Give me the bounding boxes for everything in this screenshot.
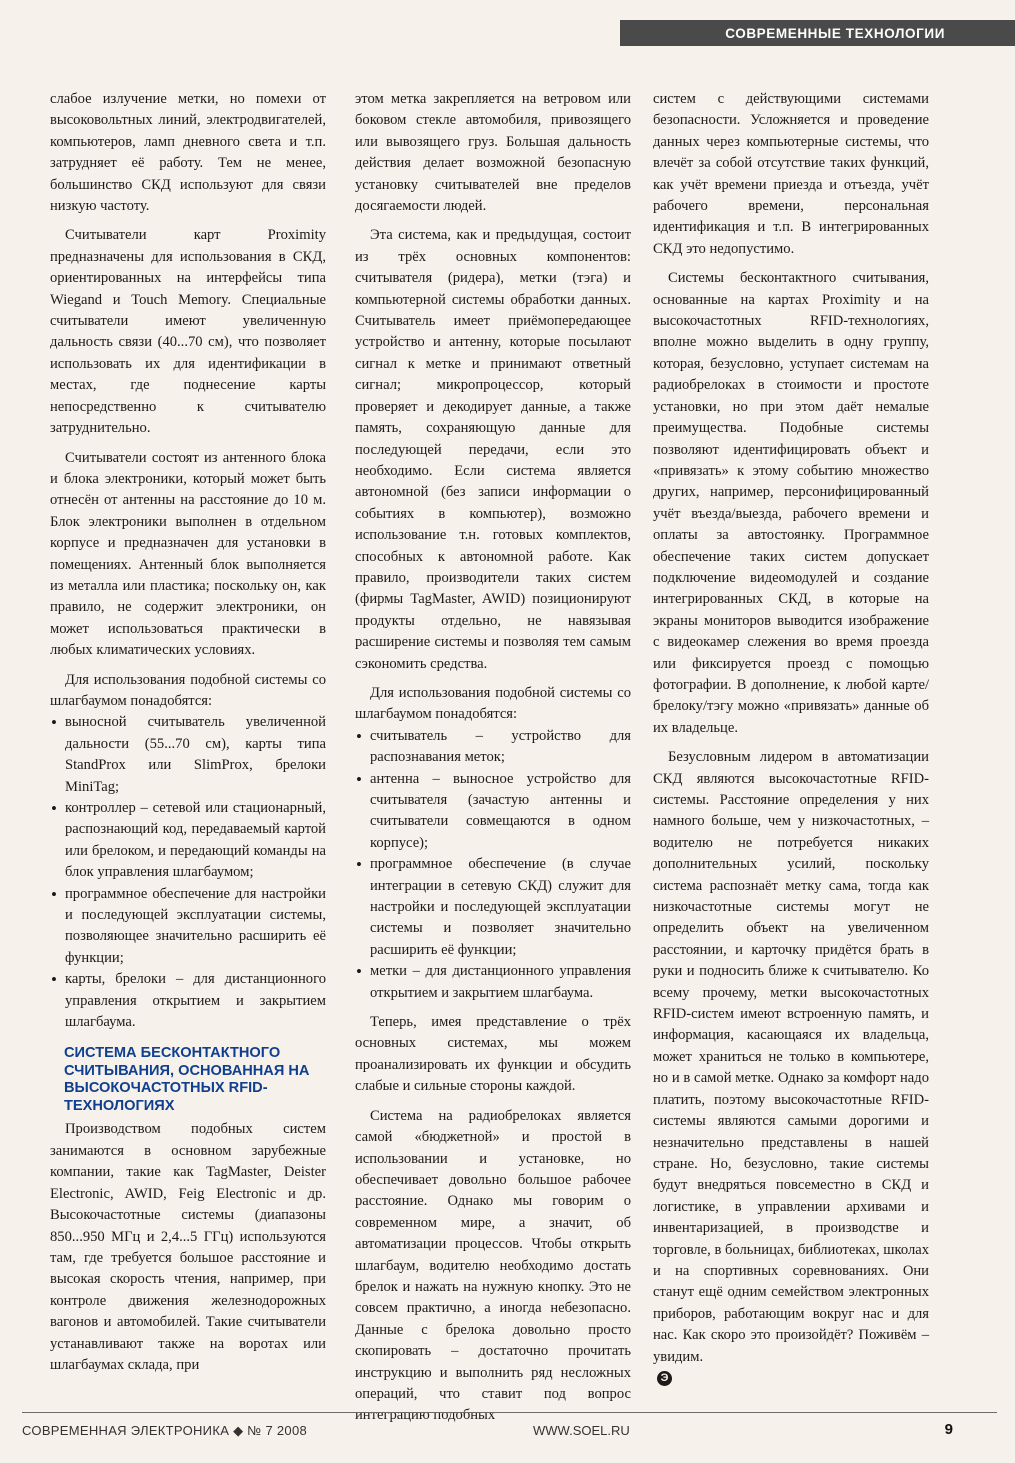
article-column-3 [653,89,929,1389]
section-header-band [620,20,1015,46]
end-of-article-logo-icon: Э [657,1371,672,1386]
paragraph: Система на радиобрелоках является самой «бюджетной» и простой в использовании и установке, но обеспечивает довольно большое рабочее расстояние. Однако мы говорим о современном мире, а значит, об автоматизации процессов. Чтобы открыть шлагбаум, водителю необходимо достать брелок и нажать на нужную кнопку. Это не совсем практично, а иногда небезопасно. Данные с брелока довольно просто скопировать – достаточно прочитать инструкцию и выполнить ряд несложных операций, что ставит под вопрос интеграцию подобных [355,1107,631,1424]
article-column-2 [355,89,631,1427]
paragraph: этом метка закрепляется на ветровом или боковом стекле автомобиля, привозящего или вывозящего груз. Большая дальность действия делает возможной безопасную установку считывателей вне пределов досягаемости людей. [355,91,631,215]
paragraph: Считыватели состоят из антенного блока и блока электроники, который может быть отнесён от антенны на расстояние до 10 м. Блок электроники выполнен в отдельном корпусе и предназначен для установки в помещениях. Антенный блок выполняется из металла или пластика; поскольку он, как правило, не содержит электроники, он может использоваться практически в любых климатических условиях. [50,449,326,659]
paragraph: систем с действующими системами безопасности. Усложняется и проведение данных через компьютерные системы, что влечёт за собой отсутствие таких функций, как учёт времени приезда и отъезда, учёт рабочего времени, персональная идентификация и т.п. В интегрированных СКД это недопустимо. [653,91,929,257]
paragraph: Теперь, имея представление о трёх основных системах, мы можем проанализировать их функции и обсудить слабые и сильные стороны каждой. [355,1014,631,1095]
paragraph: Для использования подобной системы со шлагбаумом понадобятся: [355,684,631,723]
page-number: 9 [944,1421,953,1438]
list-item: • метки – для дистанционного управления открытием и закрытием шлагбаума. [355,961,631,1004]
paragraph: Считыватели карт Proximity предназначены для использования в СКД, ориентированных на интерфейсы типа Wiegand и Touch Memory. Специальные считыватели имеют увеличенную дальность связи (40...70 см), что позволяет использовать их для идентификации в местах, где поднесение карты непосредственно к считывателю затруднительно. [50,227,326,437]
list-item: • контроллер – сетевой или стационарный, распознающий код, передаваемый картой или брелоком, и передающий команды на блок управления шлагбаумом; [50,798,326,884]
article-column-1 [50,89,326,1376]
list-item: • программное обеспечение (в случае интеграции в сетевую СКД) служит для настройки и последующей эксплуатации системы и позволяет значительно расширить её функции; [355,854,631,961]
list-item: • выносной считыватель увеличенной дальности (55...70 см), карты типа StandProx или SlimProx, брелоки MiniTag; [50,712,326,798]
section-title: СОВРЕМЕННЫЕ ТЕХНОЛОГИИ [725,25,945,41]
footer-url: WWW.SOEL.RU [533,1423,630,1438]
section-subheading: СИСТЕМА БЕСКОНТАКТНОГО СЧИТЫВАНИЯ, ОСНОВАННАЯ НА ВЫСОКОЧАСТОТНЫХ RFID-ТЕХНОЛОГИЯХ [64,1045,310,1114]
paragraph: Для использования подобной системы со шлагбаумом понадобятся: [50,671,326,709]
paragraph: Производством подобных систем занимаются в основном зарубежные компании, такие как TagMaster, Deister Electronic, AWID, Feig Electronic и др. Высокочастотные системы (диапазоны 850...950 МГц и 2,4...5 ГГц) используются там, где требуется большое расстояние и высокая скорость чтения, например, при контроле движения железнодорожных вагонов и автомобилей. Такие считыватели устанавливают также на воротах или шлагбаумах склада, при [50,1121,326,1373]
list-item: • программное обеспечение для настройки и последующей эксплуатации системы, позволяющее значительно расширить её функции; [50,884,326,970]
footer-magazine-title: СОВРЕМЕННАЯ ЭЛЕКТРОНИКА ◆ № 7 2008 [22,1423,308,1438]
paragraph: Системы бесконтактного считывания, основанные на картах Proximity и на высокочастотных RFID-технологиях, вполне можно выделить в одну группу, которая, безусловно, уступает системам на радиобрелоках в стоимости и простоте установки, но при этом даёт немалые преимущества. Подобные системы позволяют идентифицировать объект и «привязать» к этому событию множество других, например, персонифицированный учёт въезда/выезда, рабочего времени и оплаты за автостоянку. Программное обеспечение таких систем допускает подключение видеомодулей и создание интегрированных СКД, в которые на экраны мониторов выводится изображение с видеокамер слежения во время проезда или фиксируется проезд с помощью фотографии. В дополнение, к любой карте/брелоку/тэгу можно «привязать» данные об их владельце. [653,270,929,736]
list-item: • карты, брелоки – для дистанционного управления открытием и закрытием шлагбаума. [50,969,326,1033]
paragraph: Безусловным лидером в автоматизации СКД являются высокочастотные RFID-системы. Расстояние определения у них намного больше, чем у низкочастотных, – водителю не потребуется никаких дополнительных усилий, поскольку система распознаёт метку сама, тогда как низкочастотные системы могут не определить объект на увеличенном расстоянии, и карточку придётся брать в руки и подносить ближе к считывателю. Ко всему прочему, метки высокочастотных RFID-систем имеют встроенную память, и информация, касающаяся их владельца, может храниться не только в компьютере, но и в самой метке. Однако за комфорт надо платить, поэтому высокочастотные RFID-системы являются самыми дорогими и незначительно представлены в нашей стране. Но, безусловно, такие системы будут внедряться повсеместно в СКД и логистике, в управлении архивами и инвентаризацией, в производстве и торговле, в больницах, библиотеках, школах и на спортивных соревнованиях. Они станут ещё одним семейством электронных приборов, работающим вокруг нас и для нас. Как скоро это произойдёт? Поживём – увидим. [653,749,929,1365]
bullet-list [50,712,326,1033]
paragraph: слабое излучение метки, но помехи от высоковольтных линий, электродвигателей, компьютеров, ламп дневного света и т.п. затрудняет её работу. Тем не менее, большинство СКД используют для связи низкую частоту. [50,91,326,215]
footer-divider [22,1412,997,1413]
list-item: • считыватель – устройство для распознавания меток; [355,726,631,769]
bullet-list [355,726,631,1004]
paragraph: Эта система, как и предыдущая, состоит из трёх основных компонентов: считывателя (ридера), метки (тэга) и компьютерной системы обработки данных. Считыватель имеет приёмопередающее устройство и антенну, которые посылают сигнал к метке и принимают ответный сигнал; микропроцессор, который проверяет и декодирует данные, а также память, сохраняющую данные для последующей передачи, если это необходимо. Если система является автономной (без записи информации о событиях в компьютер), возможно использование т.н. готовых комплектов, способных к автономной работе. Как правило, производители таких систем (фирмы TagMaster, AWID) позиционируют продукты отдельно, не навязывая расширение системы и позволяя тем самым сэкономить средства. [355,227,631,672]
list-item: • антенна – выносное устройство для считывателя (зачастую антенны и считыватели совмещаются в одном корпусе); [355,769,631,855]
